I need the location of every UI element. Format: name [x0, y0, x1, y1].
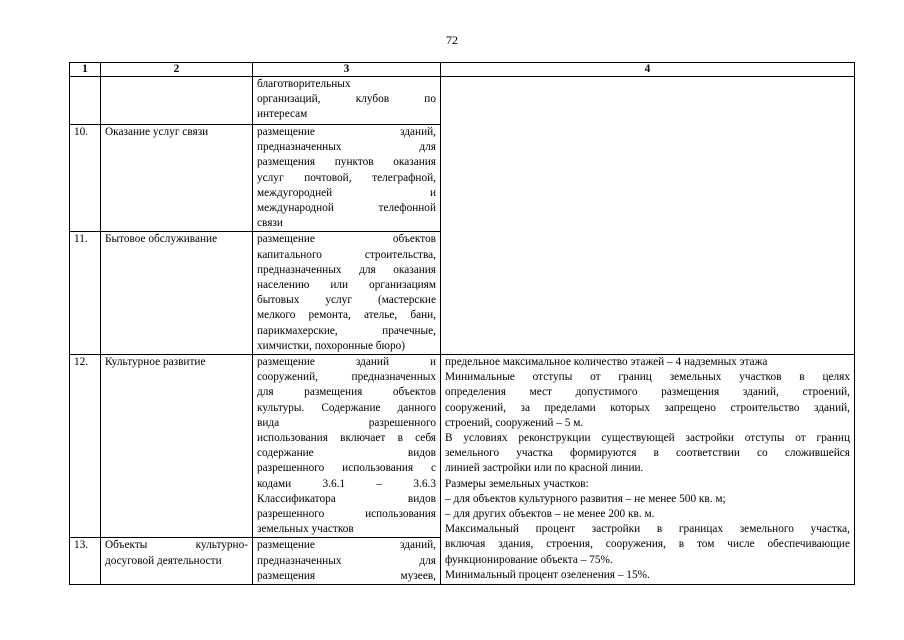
- text-line: содержание видов: [257, 447, 436, 460]
- text-line: Классификатора видов: [257, 492, 436, 505]
- table-row: [70, 77, 855, 125]
- text-line: связи: [257, 217, 283, 230]
- text-line: предназначенных для: [257, 141, 436, 154]
- text-line: Максимальный процент застройки в границах земельного участка,: [445, 523, 850, 536]
- row-name: Оказание услуг связи: [101, 125, 253, 232]
- text-line: – для объектов культурного развития – не менее 500 кв. м;: [445, 492, 726, 505]
- text-line: предназначенных для оказания: [257, 263, 436, 276]
- row-number: 13.: [70, 538, 101, 585]
- row-description: [253, 355, 441, 538]
- text-line: культуры. Содержание данного: [257, 401, 436, 414]
- header-cell: 2: [101, 63, 253, 77]
- text-line: размещение объектов: [257, 233, 436, 246]
- page-number: 72: [446, 33, 458, 47]
- text-line: кодами 3.6.1 – 3.6.3: [257, 477, 436, 490]
- text-line: определения мест допустимого размещения зданий, строений,: [445, 386, 850, 399]
- text-line: услуг почтовой, телеграфной,: [257, 171, 436, 184]
- text-line: сооружений, за пределами которых запрещено строительство зданий,: [445, 401, 850, 414]
- text-line: размещение зданий и: [257, 356, 436, 369]
- text-line: Объекты культурно-: [105, 539, 248, 552]
- text-line: досуговой деятельности: [105, 554, 222, 567]
- header-cell: 4: [441, 63, 855, 77]
- text-line: Минимальный процент озеленения – 15%.: [445, 568, 650, 581]
- text-line: благотворительных: [257, 78, 351, 90]
- params-cell: [441, 355, 855, 585]
- text-line: земельного участка формируются в соответствии со сложившейся: [445, 447, 850, 460]
- row-description: [253, 125, 441, 232]
- text-line: бытовых услуг (мастерские: [257, 294, 436, 307]
- row-name: Культурное развитие: [101, 355, 253, 538]
- text-line: земельных участков: [257, 523, 354, 536]
- row-name: [101, 77, 253, 125]
- text-line: размещения музеев,: [257, 569, 436, 582]
- header-cell: 1: [70, 63, 101, 77]
- text-line: Минимальные отступы от границ земельных участков в целях: [445, 371, 850, 384]
- text-line: функционирование объекта – 75%.: [445, 553, 613, 566]
- row-name: Бытовое обслуживание: [101, 232, 253, 355]
- row-number: 10.: [70, 125, 101, 232]
- row-number: 12.: [70, 355, 101, 538]
- header-cell: 3: [253, 63, 441, 77]
- text-line: предназначенных для: [257, 554, 436, 567]
- row-name: [101, 538, 253, 585]
- text-line: – для других объектов – не менее 200 кв. м.: [445, 508, 655, 521]
- text-line: мелкого ремонта, ателье, бани,: [257, 309, 436, 322]
- text-line: В условиях реконструкции существующей застройки отступы от границ: [445, 432, 850, 445]
- row-description: [253, 232, 441, 355]
- text-line: Размеры земельных участков:: [445, 477, 589, 490]
- table-row: [70, 355, 855, 538]
- text-line: включая здания, строения, сооружения, в том числе обеспечивающие: [445, 538, 850, 551]
- row-number: 11.: [70, 232, 101, 355]
- text-line: разрешенного использования с: [257, 462, 436, 475]
- text-line: капитального строительства,: [257, 248, 436, 261]
- text-line: размещение зданий,: [257, 539, 436, 552]
- row-description: [253, 77, 441, 125]
- text-line: разрешенного использования: [257, 508, 436, 521]
- text-line: использования включает в себя: [257, 432, 436, 445]
- text-line: предельное максимальное количество этажей – 4 надземных этажа: [445, 356, 768, 369]
- text-line: международной телефонной: [257, 202, 436, 215]
- text-line: населению или организациям: [257, 279, 436, 292]
- text-line: размещения пунктов оказания: [257, 156, 436, 169]
- row-number: [70, 77, 101, 125]
- text-line: междугородней и: [257, 186, 436, 199]
- text-line: строений, сооружений – 5 м.: [445, 416, 584, 429]
- text-line: организаций, клубов по: [257, 93, 436, 106]
- params-empty-cell: [441, 77, 855, 355]
- land-use-table: [69, 62, 855, 585]
- text-line: парикмахерские, прачечные,: [257, 324, 436, 337]
- row-description: [253, 538, 441, 585]
- text-line: вида разрешенного: [257, 416, 436, 429]
- table-header-row: [70, 63, 855, 77]
- text-line: размещение зданий,: [257, 126, 436, 138]
- text-line: сооружений, предназначенных: [257, 371, 436, 384]
- text-line: интересам: [257, 108, 308, 121]
- text-line: для размещения объектов: [257, 386, 436, 399]
- text-line: линией застройки или по красной линии.: [445, 462, 644, 475]
- text-line: химчистки, похоронные бюро): [257, 339, 406, 352]
